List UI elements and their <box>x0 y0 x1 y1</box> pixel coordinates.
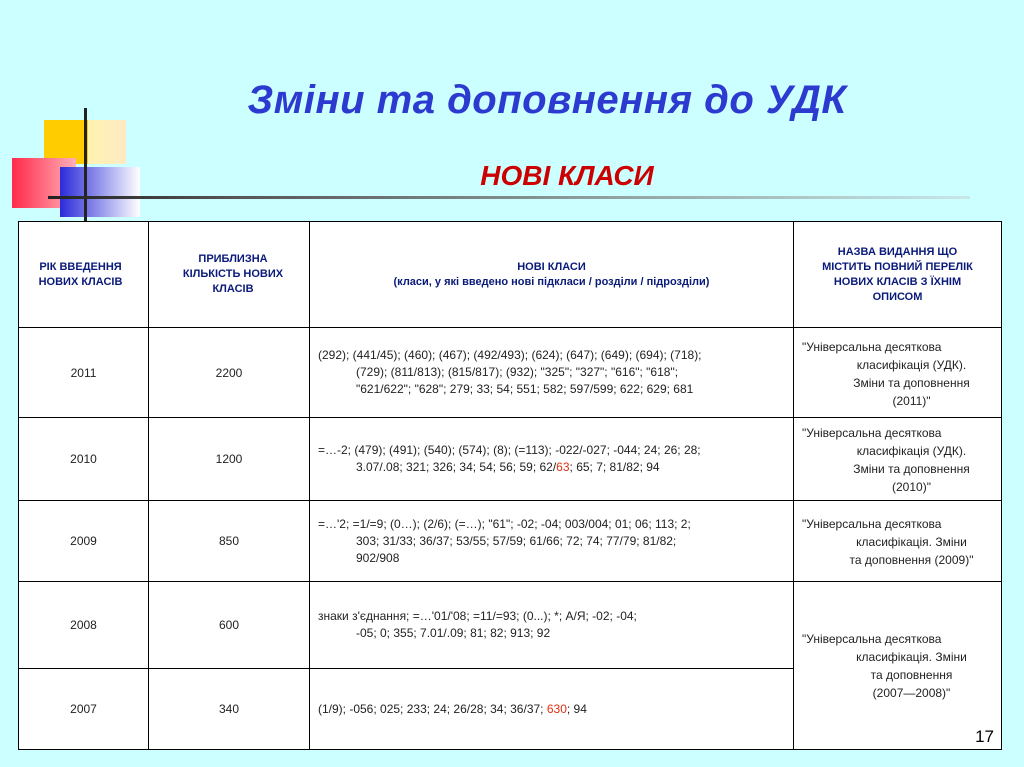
cell-edition-2008-2007: "Універсальна десяткова класифікація. Зміни та доповнення (2007—2008)" <box>794 582 1002 750</box>
header-edition: НАЗВА ВИДАННЯ ЩО МІСТИТЬ ПОВНИЙ ПЕРЕЛІК НОВИХ КЛАСІВ З ЇХНІМ ОПИСОМ <box>794 222 1002 328</box>
cell-classes: знаки з'єднання; =…'01/'08; =11/=93; (0...); *; А/Я; -02; -04; -05; 0; 355; 7.01/.09; 81; 82; 913; 92 <box>310 582 794 669</box>
cell-count: 600 <box>149 582 310 669</box>
cell-count: 850 <box>149 501 310 582</box>
cell-count: 2200 <box>149 328 310 418</box>
table-row <box>19 418 1002 501</box>
table-row <box>19 328 1002 418</box>
decor-horizontal-line <box>48 196 970 199</box>
cell-classes: (292); (441/45); (460); (467); (492/493); (624); (647); (649); (694); (718); (729); (811/813); (815/817); (932); "325"; "327"; "616"; "618"; "621/622"; "628"; 279; 33; 54; 551; 582; 597/599; 622; 629; 681 <box>310 328 794 418</box>
udc-changes-table <box>18 221 1002 750</box>
highlighted-class: 63 <box>556 460 570 474</box>
cell-count: 340 <box>149 669 310 750</box>
cell-year: 2007 <box>19 669 149 750</box>
table-header-row <box>19 222 1002 328</box>
cell-year: 2011 <box>19 328 149 418</box>
table-row <box>19 582 1002 669</box>
cell-classes: =…'2; =1/=9; (0…); (2/6); (=…); "61"; -02; -04; 003/004; 01; 06; 113; 2; 303; 31/33; 36/37; 53/55; 57/59; 61/66; 72; 74; 77/79; 81/82; 902/908 <box>310 501 794 582</box>
cell-edition: "Універсальна десяткова класифікація (УДК). Зміни та доповнення (2011)" <box>794 328 1002 418</box>
header-classes-title: НОВІ КЛАСИ <box>517 260 586 273</box>
header-classes <box>310 222 794 328</box>
table-row <box>19 501 1002 582</box>
page-number: 17 <box>975 727 994 746</box>
header-year: РІК ВВЕДЕННЯ НОВИХ КЛАСІВ <box>19 222 149 328</box>
cell-year: 2008 <box>19 582 149 669</box>
cell-edition: "Універсальна десяткова класифікація (УДК). Зміни та доповнення (2010)" <box>794 418 1002 501</box>
header-count: ПРИБЛИЗНА КІЛЬКІСТЬ НОВИХ КЛАСІВ <box>149 222 310 328</box>
slide-title: Зміни та доповнення до УДК <box>247 78 847 122</box>
highlighted-class: 630 <box>546 701 567 716</box>
cell-edition: "Універсальна десяткова класифікація. Зміни та доповнення (2009)" <box>794 501 1002 582</box>
header-classes-note: (класи, у які введено нові підкласи / розділи / підрозділи) <box>393 275 710 288</box>
cell-year: 2009 <box>19 501 149 582</box>
decor-light-square <box>88 120 126 164</box>
cell-classes: =…-2; (479); (491); (540); (574); (8); (=113); -022/-027; -044; 24; 26; 28; 3.07/.08; 321; 326; 34; 54; 56; 59; 62/63; 65; 7; 81/82; 94 <box>310 418 794 501</box>
cell-year: 2010 <box>19 418 149 501</box>
cell-count: 1200 <box>149 418 310 501</box>
slide-subtitle: НОВІ КЛАСИ <box>480 160 654 191</box>
cell-classes: (1/9); -056; 025; 233; 24; 26/28; 34; 36/37; 630; 94 <box>310 669 794 750</box>
